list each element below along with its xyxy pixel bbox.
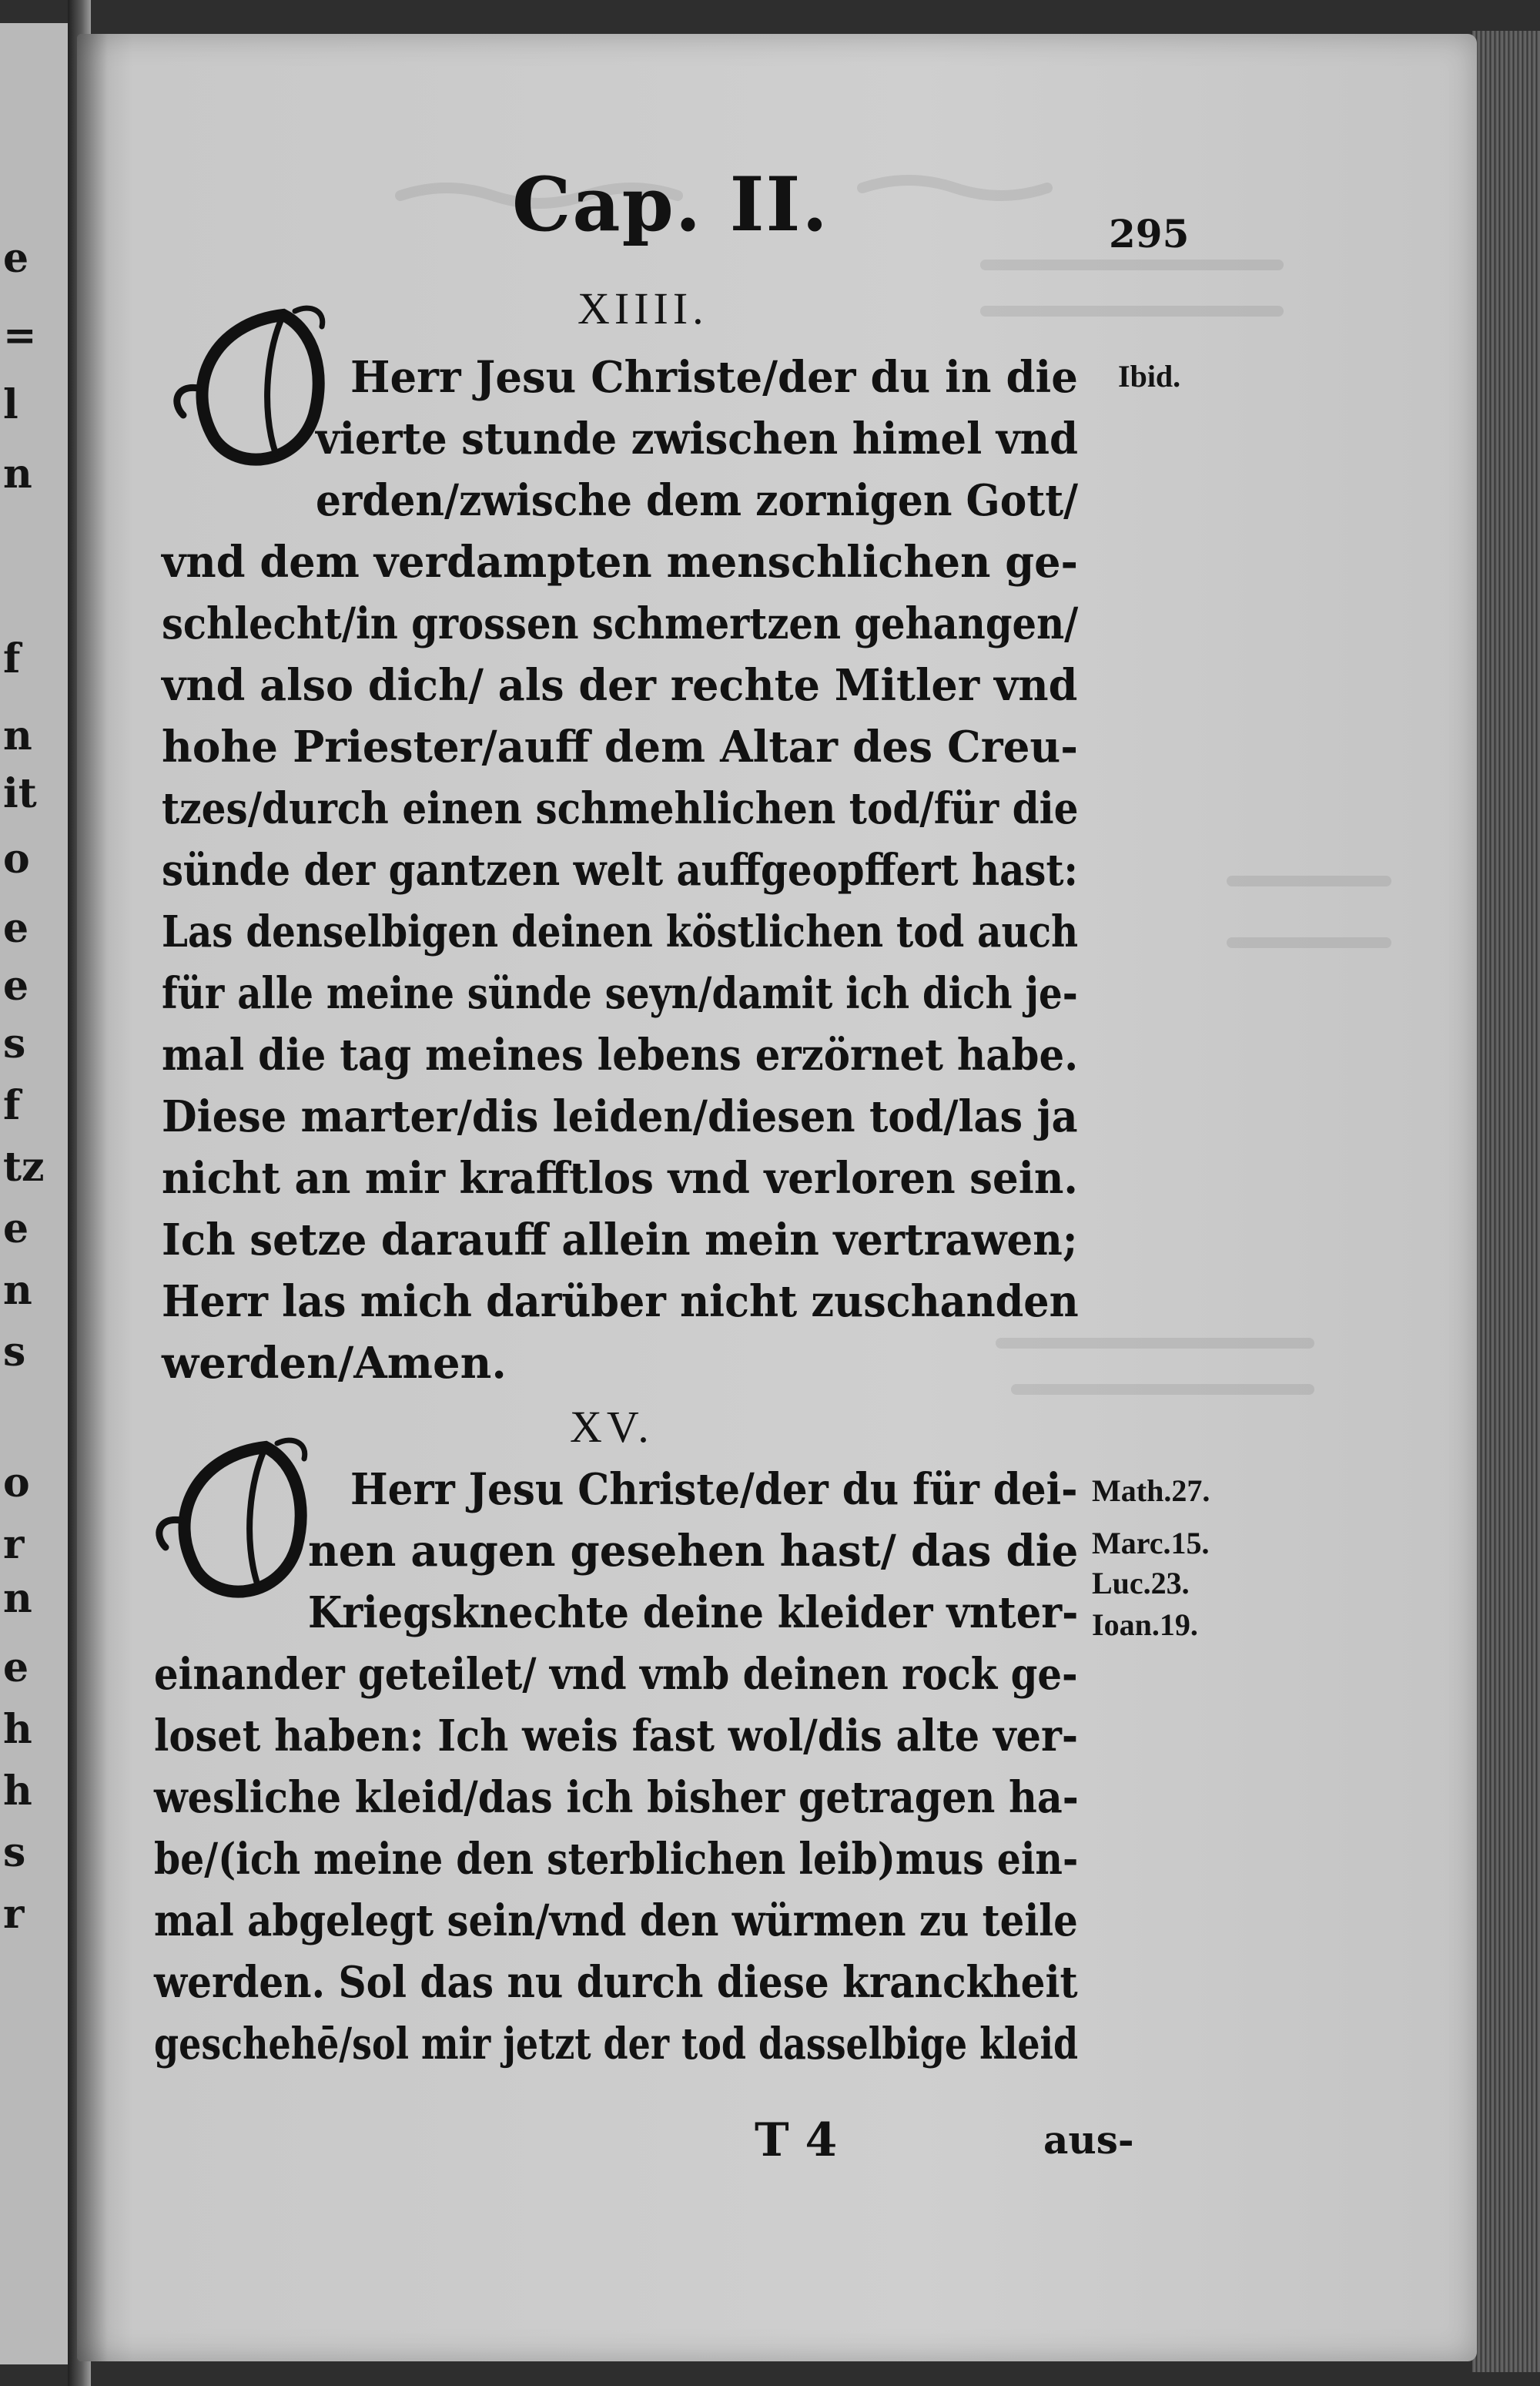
text-line: nen augen gesehen hast/ das die <box>308 1526 1079 1577</box>
text-line: nicht an mir krafftlos vnd verloren sein. <box>162 1153 1078 1204</box>
margin-note: Ioan.19. <box>1092 1607 1198 1642</box>
facing-page-edge <box>0 23 71 2364</box>
facing-page-fragment: h <box>3 1706 32 1753</box>
facing-page-fragment: e <box>3 905 29 952</box>
text-line: Kriegsknechte deine kleider vnter- <box>308 1587 1079 1638</box>
facing-page-fragment: = <box>3 312 37 359</box>
facing-page-fragment: n <box>3 451 32 498</box>
text-line: Las denselbigen deinen köstlichen tod auch <box>162 906 1079 957</box>
page-number: 295 <box>1109 211 1190 256</box>
facing-page-fragment: s <box>3 1020 26 1067</box>
facing-page-fragment: e <box>3 235 29 282</box>
facing-page-fragment: l <box>3 381 18 428</box>
facing-page-fragment: s <box>3 1829 26 1876</box>
facing-page-fragment: o <box>3 1459 30 1506</box>
facing-page-fragment: f <box>3 1082 21 1129</box>
text-line: Ich setze darauff allein mein vertrawen; <box>162 1215 1078 1265</box>
text-line: Diese marter/dis leiden/diesen tod/las ja <box>162 1091 1078 1142</box>
facing-page-fragment: r <box>3 1521 25 1568</box>
text-line: hohe Priester/auff dem Altar des Creu- <box>162 722 1078 772</box>
facing-page-fragment: e <box>3 1644 29 1691</box>
text-line: werden. Sol das nu durch diese kranckheit <box>154 1957 1078 2008</box>
facing-page-fragment: n <box>3 1267 32 1314</box>
margin-note: Luc.23. <box>1092 1566 1190 1600</box>
text-line: für alle meine sünde seyn/damit ich dich je- <box>162 968 1078 1019</box>
facing-page-fragment: e <box>3 1205 29 1252</box>
text-line: loset haben: Ich weis fast wol/dis alte ver- <box>154 1711 1079 1761</box>
facing-page-fragment: it <box>3 770 37 817</box>
decorated-initial-o <box>150 1432 327 1609</box>
margin-note: Marc.15. <box>1092 1526 1210 1560</box>
facing-page-fragment: r <box>3 1891 25 1938</box>
text-line: mal die tag meines lebens erzörnet habe. <box>162 1030 1079 1081</box>
text-line: wesliche kleid/das ich bisher getragen ha- <box>154 1772 1079 1823</box>
text-line: vnd also dich/ als der rechte Mitler vnd <box>162 660 1078 711</box>
facing-page-fragment: n <box>3 712 32 759</box>
page-edges <box>1472 31 1540 2372</box>
catchword: aus- <box>1043 2117 1134 2163</box>
margin-note: Ibid. <box>1118 359 1181 394</box>
text-line: mal abgelegt sein/vnd den würmen zu teile <box>154 1895 1078 1946</box>
facing-page-fragment: e <box>3 963 29 1010</box>
text-line: vnd dem verdampten menschlichen ge- <box>162 537 1078 588</box>
text-line: werden/Amen. <box>162 1338 507 1389</box>
section-numeral: XV. <box>570 1402 654 1452</box>
text-line: vierte stunde zwischen himel vnd <box>316 414 1079 464</box>
text-line: be/(ich meine den sterblichen leib)mus ein- <box>154 1834 1079 1885</box>
facing-page-fragment: h <box>3 1768 32 1815</box>
text-line: geschehē/sol mir jetzt der tod dasselbige kleid <box>154 2019 1079 2069</box>
facing-page-fragment: n <box>3 1575 32 1622</box>
margin-note: Math.27. <box>1092 1473 1210 1508</box>
chapter-title: Cap. II. <box>512 161 829 248</box>
text-line: einander geteilet/ vnd vmb deinen rock ge- <box>154 1649 1078 1700</box>
text-line: erden/zwische dem zornigen Gott/ <box>316 475 1079 526</box>
text-line: tzes/durch einen schmehlichen tod/für die <box>162 783 1079 834</box>
text-line: schlecht/in grossen schmertzen gehangen/ <box>162 598 1079 649</box>
facing-page-fragment: f <box>3 635 21 682</box>
facing-page-fragment: o <box>3 836 30 883</box>
facing-page-fragment: s <box>3 1329 26 1376</box>
signature-mark: T 4 <box>755 2113 838 2167</box>
text-line: Herr Jesu Christe/der du in die <box>350 352 1078 403</box>
text-line: Herr las mich darüber nicht zuschanden <box>162 1276 1079 1327</box>
text-line: sünde der gantzen welt auffgeopffert hast: <box>162 845 1078 896</box>
facing-page-fragment: tz <box>3 1144 45 1191</box>
section-numeral: XIIII. <box>578 283 708 333</box>
text-line: Herr Jesu Christe/der du für dei- <box>350 1464 1078 1515</box>
right-page <box>77 34 1477 2361</box>
